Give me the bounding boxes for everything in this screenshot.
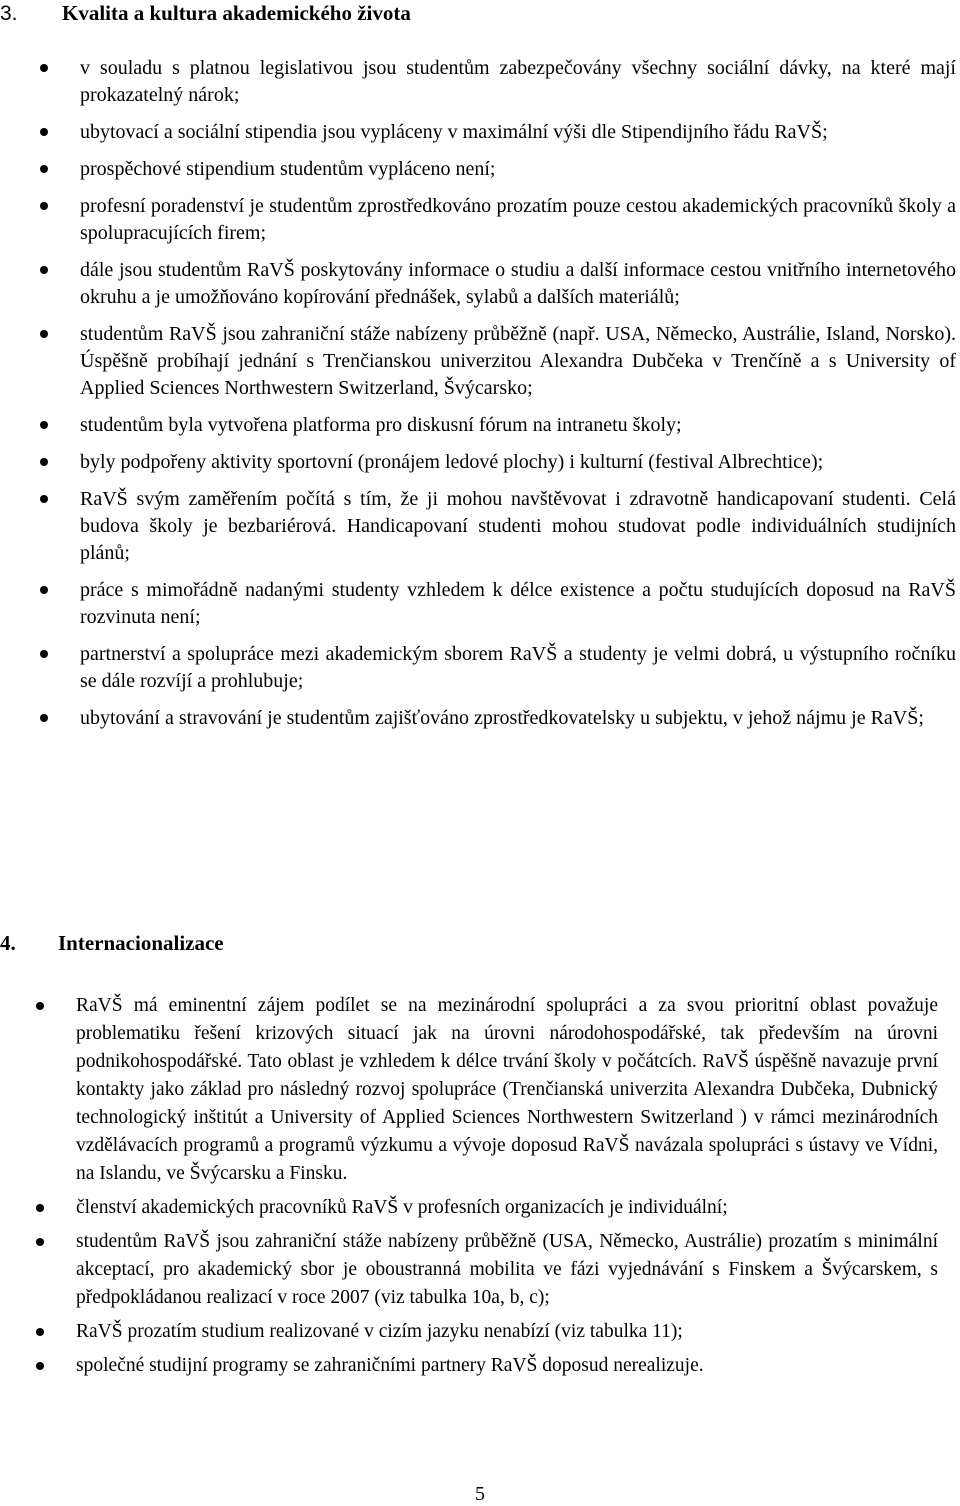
bullet-icon [36,1002,44,1010]
section-3-title: Kvalita a kultura akademického života [62,1,411,25]
list-item: profesní poradenství je studentům zprostředkováno prozatím pouze cestou akademických pracovníků školy a spolupracujících firem; [80,193,956,247]
list-item: byly podpořeny aktivity sportovní (pronájem ledové plochy) i kulturní (festival Albrechtice); [80,449,956,476]
section-3-number: 3. [0,2,18,25]
bullet-icon [40,128,48,136]
section-4-title: Internacionalizace [58,931,224,955]
section-4-heading [0,930,224,956]
bullet-icon [36,1328,44,1336]
bullet-icon [40,714,48,722]
section-3-list [80,55,956,742]
bullet-icon [36,1238,44,1246]
bullet-icon [40,495,48,503]
list-item: studentům byla vytvořena platforma pro diskusní fórum na intranetu školy; [80,412,956,439]
bullet-icon [40,64,48,72]
section-3-heading [0,0,411,27]
list-item: partnerství a spolupráce mezi akademickým sborem RaVŠ a studenty je velmi dobrá, u výstupního ročníku se dále rozvíjí a prohlubuje; [80,641,956,695]
list-item: členství akademických pracovníků RaVŠ v profesních organizacích je individuální; [76,1194,938,1222]
bullet-icon [40,202,48,210]
bullet-icon [36,1362,44,1370]
bullet-icon [40,650,48,658]
list-item: RaVŠ prozatím studium realizované v cizím jazyku nenabízí (viz tabulka 11); [76,1318,938,1346]
list-item: studentům RaVŠ jsou zahraniční stáže nabízeny průběžně (USA, Německo, Austrálie) prozatím s minimální akceptací, pro akademický sbor je oboustranná mobilita ve fázi vyjednávání s Finskem a Švýcarskem, s předpokládanou realizací v roce 2007 (viz tabulka 10a, b, c); [76,1228,938,1312]
page-number: 5 [475,1483,485,1505]
list-item: RaVŠ má eminentní zájem podílet se na mezinárodní spolupráci a za svou prioritní oblast považuje problematiku řešení krizových situací jak na úrovni národohospodářské, tak především na úrovni podnikohospodářské. Tato oblast je vzhledem k délce trvání školy v počátcích. RaVŠ úspěšně navazuje první kontakty jako základ pro následný rozvoj spolupráce (Trenčianská univerzita Alexandra Dubčeka, Dubnický technologický inštitút a University of Applied Sciences Northwestern Switzerland ) v rámci mezinárodních vzdělávacích programů a programů výzkumu a vývoje doposud RaVŠ navázala spolupráci s ústavy ve Vídni, na Islandu, ve Švýcarsku a Finsku. [76,992,938,1188]
bullet-icon [40,421,48,429]
section-4-list [76,992,938,1386]
bullet-icon [40,266,48,274]
bullet-icon [40,586,48,594]
list-item: společné studijní programy se zahraničními partnery RaVŠ doposud nerealizuje. [76,1352,938,1380]
bullet-icon [36,1204,44,1212]
list-item: práce s mimořádně nadanými studenty vzhledem k délce existence a počtu studujících doposud na RaVŠ rozvinuta není; [80,577,956,631]
list-item: dále jsou studentům RaVŠ poskytovány informace o studiu a další informace cestou vnitřního internetového okruhu a je umožňováno kopírování přednášek, sylabů a dalších materiálů; [80,257,956,311]
bullet-icon [40,330,48,338]
list-item: studentům RaVŠ jsou zahraniční stáže nabízeny průběžně (např. USA, Německo, Austrálie, Island, Norsko). Úspěšně probíhají jednání s Trenčianskou univerzitou Alexandra Dubčeka v Trenčíně a s University of Applied Sciences Northwestern Switzerland, Švýcarsko; [80,321,956,402]
bullet-icon [40,165,48,173]
list-item: ubytování a stravování je studentům zajišťováno zprostředkovatelsky u subjektu, v jehož nájmu je RaVŠ; [80,705,956,732]
list-item: RaVŠ svým zaměřením počítá s tím, že ji mohou navštěvovat i zdravotně handicapovaní studenti. Celá budova školy je bezbariérová. Handicapovaní studenti mohou studovat podle individuálních studijních plánů; [80,486,956,567]
list-item: ubytovací a sociální stipendia jsou vypláceny v maximální výši dle Stipendijního řádu RaVŠ; [80,119,956,146]
list-item: v souladu s platnou legislativou jsou studentům zabezpečovány všechny sociální dávky, na které mají prokazatelný nárok; [80,55,956,109]
section-4-number: 4. [0,931,16,955]
bullet-icon [40,458,48,466]
list-item: prospěchové stipendium studentům vypláceno není; [80,156,956,183]
